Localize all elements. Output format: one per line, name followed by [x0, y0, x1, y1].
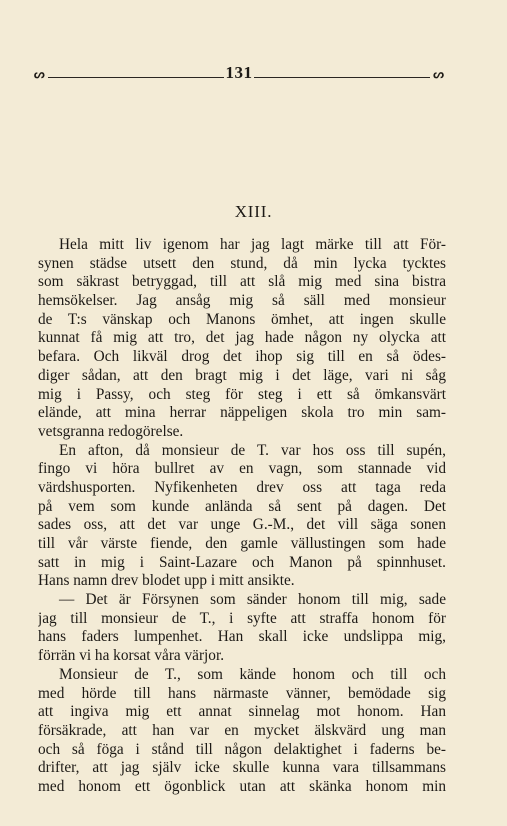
text-line: med hörde till hans närmaste vänner, bemödade sig	[38, 684, 446, 702]
header-rule-left	[48, 77, 224, 78]
text-line: på vem som kunde anlända så sent på dagen. Det	[38, 497, 446, 515]
text-line: synen städse utsett den stund, då min lycka tycktes	[38, 254, 446, 272]
chapter-title: XIII.	[234, 202, 273, 221]
header-rule-right	[254, 77, 430, 78]
text-line: fingo vi höra bullret av en vagn, som stannade vid	[38, 460, 446, 478]
text-line: vetsgranna redogörelse.	[38, 422, 184, 440]
page-header	[34, 63, 444, 85]
text-line: Hans namn drev blodet upp i mitt ansikte.	[38, 572, 295, 590]
text-line: förrän vi ha korsat våra värjor.	[38, 647, 225, 665]
text-line: försäkrade, att han var en mycket älskvärd ung man	[38, 721, 446, 739]
text-line: att ingiva mig ett annat sinnelag mot honom. Han	[38, 703, 446, 721]
page-number: 131	[225, 63, 253, 82]
text-line: befara. Och likväl drog det ihop sig till en så ödes-	[38, 348, 446, 366]
body-text	[38, 236, 446, 797]
ornament-right-icon: ᔕ	[433, 67, 444, 81]
text-line: diger sådan, att den bragt mig i det läge, vari ni såg	[38, 366, 446, 384]
text-line: mig i Passy, och steg för steg i ett så ömkansvärt	[38, 385, 446, 403]
text-line: jag till monsieur de T., i syfte att straffa honom för	[38, 609, 446, 627]
text-line: sades oss, att det var unge G.-M., det vill säga sonen	[38, 516, 446, 534]
text-line: satt in mig i Saint-Lazare och Manon på spinnhuset.	[38, 553, 446, 571]
text-line: som säkrast betryggad, till att slå mig med sina bistra	[38, 273, 446, 291]
text-line: till vår värste fiende, den gamle vällustingen som hade	[38, 535, 446, 552]
text-line: hemsökelser. Jag ansåg mig så säll med monsieur	[38, 292, 446, 310]
text-line: med honom ett ögonblick utan att skänka honom min	[38, 777, 446, 795]
text-line: Monsieur de T., som kände honom och till och	[59, 665, 446, 683]
ornament-left-icon: ᔕ	[34, 67, 45, 81]
text-line: Hela mitt liv igenom har jag lagt märke till att För-	[59, 236, 446, 253]
text-line: En afton, då monsieur de T. var hos oss till supén,	[59, 441, 446, 459]
text-line: värdshusporten. Nyfikenheten drev oss att taga reda	[38, 478, 446, 496]
text-line: kunnat få mig att tro, det jag hade någon ny olycka att	[38, 329, 446, 347]
text-line: och så föga i stånd till någon delaktighet i faderns be-	[38, 740, 446, 758]
text-line: hans faders lumpenhet. Han skall icke undslippa mig,	[38, 628, 446, 646]
text-line: elände, att mina herrar näppeligen skola tro min sam-	[38, 404, 446, 422]
text-line: — Det är Försynen som sänder honom till mig, sade	[59, 591, 446, 609]
text-line: drifter, att jag själv icke skulle kunna vara tillsammans	[38, 759, 446, 777]
text-line: de T:s vänskap och Manons ömhet, att ingen skulle	[38, 310, 446, 328]
